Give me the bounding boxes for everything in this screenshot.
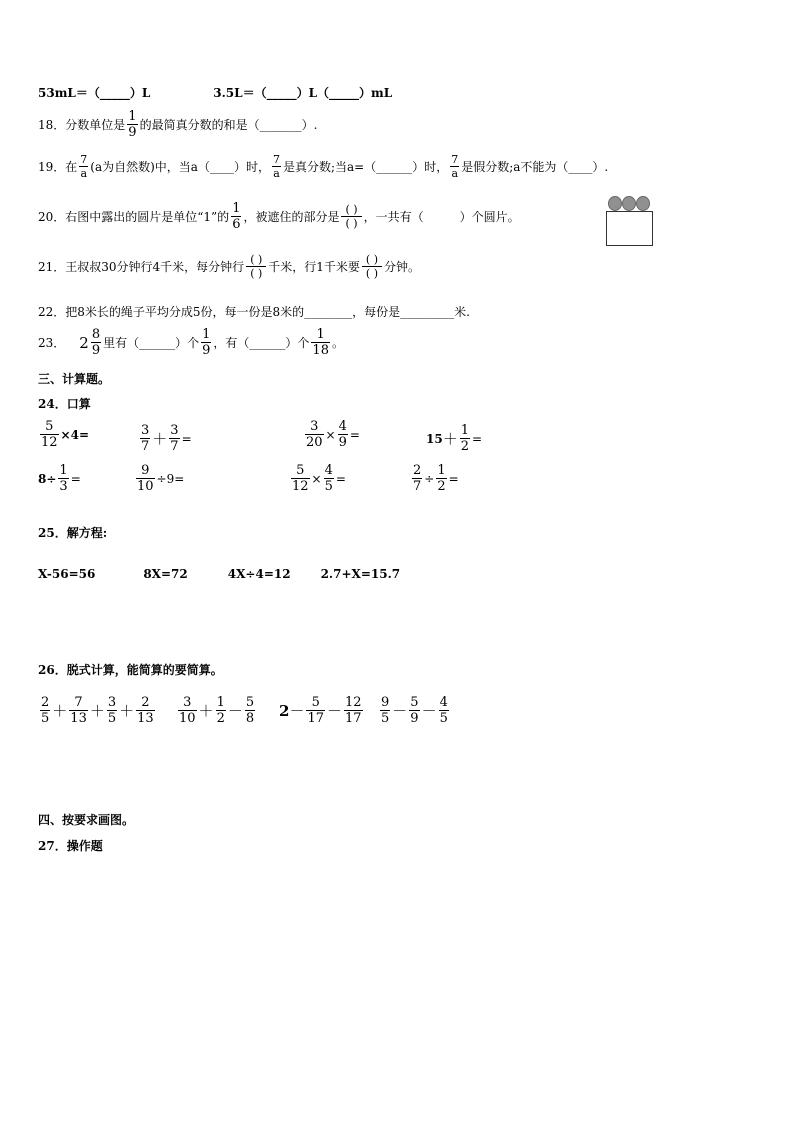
q23-mid1: 里有（______）个	[103, 336, 200, 350]
q19-mid2: 是真分数;当a=（______）时，	[282, 160, 449, 174]
q24-item-6: $\frac{9}{10}$ ÷9=	[137, 463, 185, 494]
q23-fraction-1: $\frac{8}{9}$	[91, 327, 101, 358]
q17-a: 53mL＝（_____）L	[38, 86, 151, 100]
q19-pre: 19．在	[38, 160, 78, 174]
circle-icon	[608, 196, 622, 211]
q21-row	[38, 253, 420, 280]
q18-pre: 18．分数单位是	[38, 118, 126, 132]
q20-mid: ，被遮住的部分是	[243, 210, 340, 224]
q26-expr-c: 2 － $\frac{5}{17}$ － $\frac{12}{17}$	[279, 695, 362, 726]
q18-post: 的最简真分数的和是（_______）.	[139, 118, 318, 132]
q19-mid1: (a为自然数)中，当a（____）时，	[90, 160, 270, 174]
q23-fraction-3: $\frac{1}{18}$	[312, 327, 329, 358]
q21-mid: 千米，行1千米要	[268, 260, 360, 274]
q19-fraction-2: $\frac{7}{a}$	[272, 153, 280, 180]
q19-fraction-3: $\frac{7}{a}$	[451, 153, 459, 180]
q22-text: 22．把8米长的绳子平均分成5份，每一份是8米的________，每份是_________米.	[38, 305, 470, 319]
q21-pre: 21．王叔叔30分钟行4千米，每分钟行	[38, 260, 245, 274]
q17-row	[38, 84, 392, 101]
q20-post: ，一共有（ ）个圆片。	[363, 210, 520, 224]
q19-fraction-1: $\frac{7}{a}$	[80, 153, 88, 180]
q19-mid3: 是假分数;a不能为（____）.	[461, 160, 609, 174]
section-4-title: 四、按要求画图。	[38, 813, 135, 827]
q18-row	[38, 110, 317, 139]
q24-item-3: $\frac{3}{20}$ × $\frac{4}{9}$ =	[306, 419, 360, 450]
circle-icon	[636, 196, 650, 211]
q17-b: 3.5L＝（_____）L（_____）mL	[213, 86, 393, 100]
q20-row	[38, 202, 520, 231]
q21-blank-fraction-1: $\frac{( )}{( )}$	[246, 253, 266, 280]
q20-blank-fraction: $\frac{( )}{( )}$	[341, 203, 361, 230]
q24-item-2: $\frac{3}{7}$ ＋ $\frac{3}{7}$ =	[141, 423, 192, 454]
q24-title: 24．口算	[38, 397, 91, 411]
q21-post: 分钟。	[384, 260, 421, 274]
q24-item-5: 8÷ $\frac{1}{3}$ =	[38, 463, 81, 494]
q23-row	[38, 328, 344, 357]
q23-pre: 23．	[38, 336, 66, 350]
q24-item-4: 15 ＋ $\frac{1}{2}$ =	[426, 423, 483, 454]
q25-equations: X-56=56 8X=72 4X÷4=12 2.7+X=15.7	[38, 567, 401, 581]
q21-blank-fraction-2: $\frac{( )}{( )}$	[362, 253, 382, 280]
q23-fraction-2: $\frac{1}{9}$	[202, 327, 211, 358]
q27-title: 27．操作题	[38, 839, 103, 853]
q24-item-8: $\frac{2}{7}$ ÷ $\frac{1}{2}$ =	[413, 463, 459, 494]
q23-post: 。	[331, 336, 344, 350]
cover-box	[606, 211, 653, 246]
q26-expr-d: $\frac{9}{5}$ － $\frac{5}{9}$ － $\frac{4}{5}$	[381, 695, 448, 726]
q20-fraction: $\frac{1}{6}$	[232, 201, 241, 232]
q23-whole: 2	[79, 333, 89, 352]
q25-title: 25．解方程:	[38, 526, 108, 540]
q18-fraction: $\frac{1}{9}$	[128, 109, 137, 140]
q23-mid2: ，有（______）个	[213, 336, 310, 350]
q24-item-7: $\frac{5}{12}$ × $\frac{4}{5}$ =	[292, 463, 346, 494]
q22-row	[38, 303, 470, 320]
q19-row	[38, 154, 608, 179]
q26-title: 26．脱式计算，能简算的要简算。	[38, 663, 223, 677]
q26-expr-a: $\frac{2}{5}$ ＋ $\frac{7}{13}$ ＋ $\frac{3}{5}$ ＋ $\frac{2}{13}$	[41, 695, 154, 726]
q26-expr-b: $\frac{3}{10}$ ＋ $\frac{1}{2}$ － $\frac{5}{8}$	[179, 695, 255, 726]
q24-item-1: $\frac{5}{12}$ ×4=	[41, 419, 90, 450]
section-3-title: 三、计算题。	[38, 372, 111, 386]
circle-icon	[622, 196, 636, 211]
q20-pre: 20．右图中露出的圆片是单位“1”的	[38, 210, 230, 224]
